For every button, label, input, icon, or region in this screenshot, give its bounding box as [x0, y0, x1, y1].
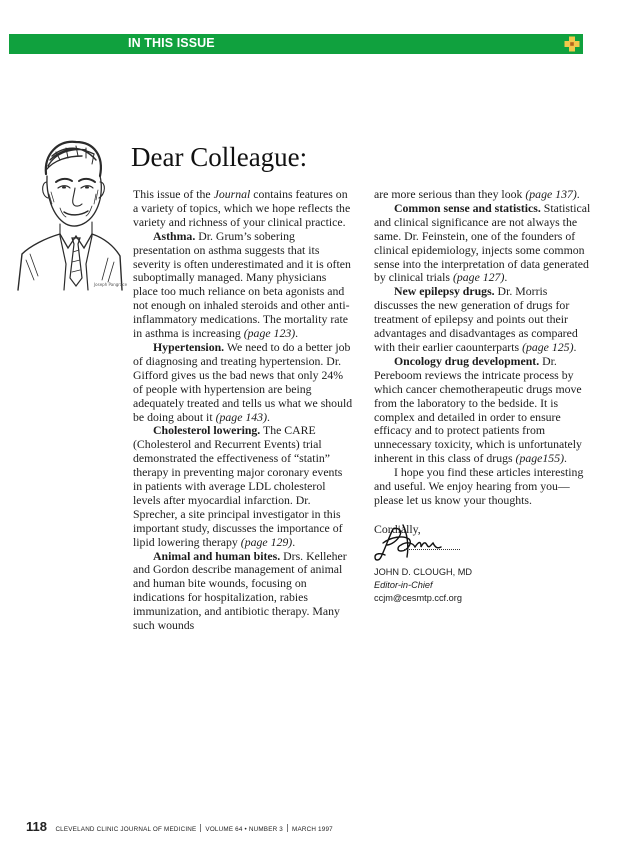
hypertension-paragraph: Hypertension. We need to do a better job of diagnosing and treating hypertension. Dr. Gifford gives us the bad news that only 24% of people with hypertension are being adequately treated and tells us what we should be doing about it (page 143).	[133, 339, 353, 424]
closing-salutation: Cordially,	[374, 521, 421, 536]
cross-emblem-icon	[563, 35, 581, 53]
closing-hope-paragraph: I hope you find these articles interesting and useful. We enjoy hearing from you—please let us know your thoughts.	[374, 465, 584, 507]
issue-date: MARCH 1997	[292, 826, 333, 833]
epilepsy-paragraph: New epilepsy drugs. Dr. Morris discusses the new generation of drugs for treatment of epilepsy and points out their advantages and disadvantages as compared with their earlier caounterparts (page 125).	[374, 284, 578, 354]
journal-name: CLEVELAND CLINIC JOURNAL OF MEDICINE	[55, 826, 197, 833]
section-banner	[9, 34, 583, 54]
oncology-paragraph: Oncology drug development. Dr. Pereboom reviews the intricate process by which cancer chemotherapeutic drugs move from the laboratory to the bedside. It is complex and detailed in order to ensure efficacy and to protect patients from unnecessary toxicity, which is unfortunately inherent in this class of drugs (page155).	[374, 353, 582, 466]
page-number: 118	[26, 819, 47, 834]
editor-title: Editor-in-Chief	[374, 580, 433, 590]
bites-paragraph: Animal and human bites. Drs. Kelleher and Gordon describe management of animal and human bite wounds, focusing on indications for hospitalization, rabies immunization, and antibiotic therapy. Many such wounds	[133, 548, 347, 633]
letter-column-right	[374, 188, 593, 537]
editor-email: ccjm@cesmtp.ccf.org	[374, 593, 462, 603]
statistics-paragraph: Common sense and statistics. Statistical and clinical significance are not always the same. Dr. Feinstein, one of the founders of clinical epidemiology, injects some common sense into the interpretation of data generated by clinical trials (page 127).	[374, 200, 591, 285]
editor-portrait-sketch-icon	[16, 130, 128, 290]
volume-issue: VOLUME 64 • NUMBER 3	[205, 826, 284, 833]
section-label: IN THIS ISSUE	[128, 36, 215, 50]
letter-column-left	[133, 188, 353, 633]
signature-block	[374, 566, 472, 605]
signature-line	[404, 549, 460, 550]
footer-divider	[287, 824, 288, 832]
asthma-paragraph: Asthma. Dr. Grum’s sobering presentation on asthma suggests that its severity is often underestimated and it is often suboptimally managed. Many physicians place too much reliance on beta agonists and not enough on inhaled steroids and other anti-inflammatory medications. The mortality rate in asthma is increasing (page 123).	[133, 228, 351, 341]
editor-name: JOHN D. CLOUGH, MD	[374, 567, 473, 577]
page-title: Dear Colleague:	[131, 142, 308, 172]
cholesterol-paragraph: Cholesterol lowering. The CARE (Cholesterol and Recurrent Events) trial demonstrated the effectiveness of “statin” therapy in preventing major coronary events in patients with average LDL cholesterol levels after myocardial infarction. Dr. Sprecher, a site principal investigator in this important study, discusses the importance of lipid lowering therapy (page 129).	[133, 423, 343, 549]
intro-paragraph: This issue of the Journal contains features on a variety of topics, which we hope reflects the variety and richness of your clinical practice.	[133, 187, 351, 229]
handwritten-signature-icon	[373, 523, 467, 567]
bites-continuation: are more serious than they look (page 137).	[374, 187, 580, 201]
page-footer	[26, 818, 333, 836]
footer-divider	[200, 824, 201, 832]
svg-text:Joseph Pangrace: Joseph Pangrace	[94, 282, 128, 287]
